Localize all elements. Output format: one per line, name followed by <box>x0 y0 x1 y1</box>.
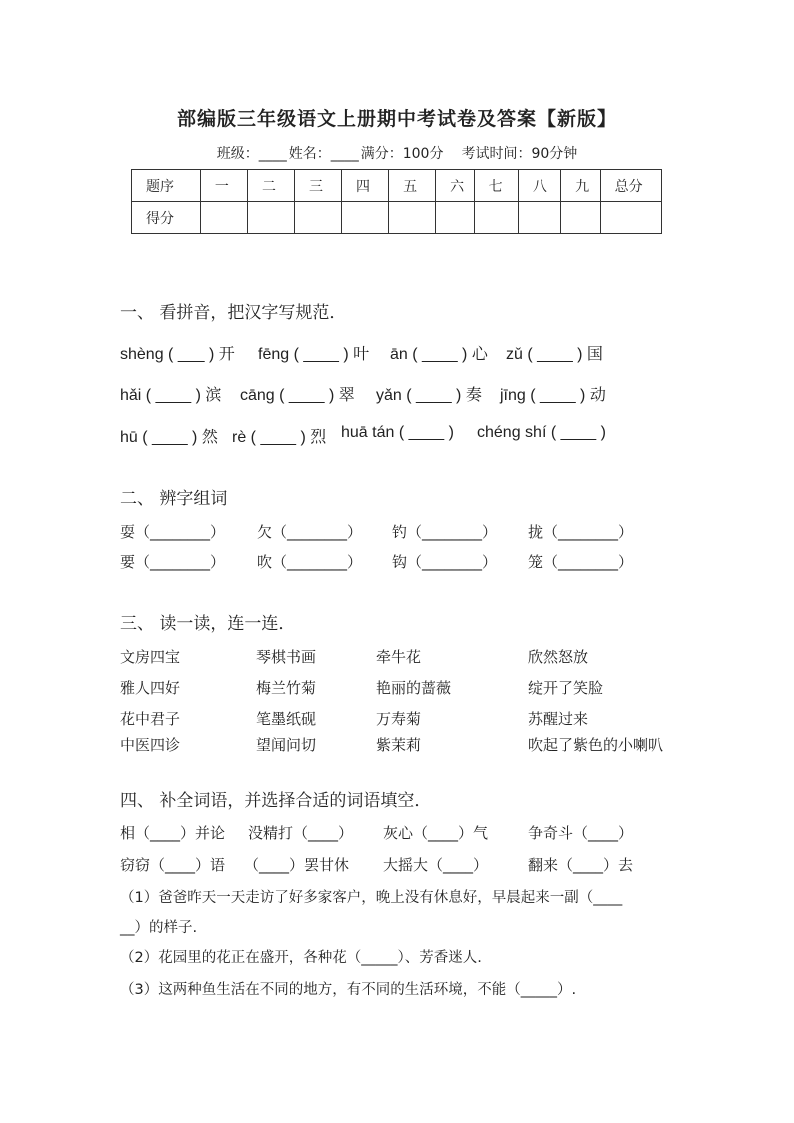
question-2: （2）花园里的花正在盛开，各种花（_____）、芳香迷人. <box>120 950 482 966</box>
question-3: （3）这两种鱼生活在不同的地方，有不同的生活环境，不能（_____）. <box>120 982 577 998</box>
pinyin-item: jīng ( ____ ) 动 <box>500 387 606 404</box>
idiom-item: （____）罢甘休 <box>244 856 350 874</box>
table-cell: 一 <box>200 170 247 202</box>
score-input-cell[interactable] <box>600 202 661 234</box>
word-item: 耍（________） <box>120 523 226 541</box>
idiom-item: 翻来（____）去 <box>528 856 634 874</box>
table-cell: 九 <box>561 170 600 202</box>
score-table <box>131 169 662 234</box>
table-cell: 二 <box>247 170 294 202</box>
word-item: 笼（________） <box>528 553 634 571</box>
pinyin-item: hū ( ____ ) 然 <box>120 429 218 446</box>
match-item: 梅兰竹菊 <box>256 679 317 697</box>
match-item: 文房四宝 <box>120 648 181 666</box>
match-item: 吹起了紫色的小喇叭 <box>528 736 664 754</box>
idiom-item: 大摇大（____） <box>383 856 489 874</box>
pinyin-item: fēng ( ____ ) 叶 <box>258 346 370 363</box>
pinyin-item: hǎi ( ____ ) 滨 <box>120 387 222 404</box>
match-item: 望闻问切 <box>256 736 317 754</box>
score-input-cell[interactable] <box>200 202 247 234</box>
match-item: 绽开了笑脸 <box>528 679 604 697</box>
match-item: 笔墨纸砚 <box>256 710 317 728</box>
idiom-item: 争奇斗（____） <box>528 824 634 842</box>
score-input-cell[interactable] <box>561 202 600 234</box>
idiom-item: 没精打（____） <box>248 824 354 842</box>
score-input-cell[interactable] <box>389 202 436 234</box>
idiom-item: 窃窃（____）语 <box>120 856 226 874</box>
match-item: 花中君子 <box>120 710 181 728</box>
word-item: 欠（________） <box>257 523 363 541</box>
section4-heading: 四、 补全词语，并选择合适的词语填空． <box>120 791 432 811</box>
match-item: 琴棋书画 <box>256 648 317 666</box>
score-input-cell[interactable] <box>342 202 389 234</box>
pinyin-item: yǎn ( ____ ) 奏 <box>376 387 482 404</box>
word-item: 要（________） <box>120 553 226 571</box>
pinyin-item: cāng ( ____ ) 翠 <box>240 387 355 404</box>
table-cell: 得分 <box>132 202 201 234</box>
page-title: 部编版三年级语文上册期中考试卷及答案【新版】 <box>176 108 617 130</box>
table-cell: 四 <box>342 170 389 202</box>
match-item: 紫茉莉 <box>376 736 422 754</box>
table-cell: 总分 <box>600 170 661 202</box>
match-item: 艳丽的蔷薇 <box>376 679 452 697</box>
section3-heading: 三、 读一读，连一连． <box>120 614 296 634</box>
word-item: 拢（________） <box>528 523 634 541</box>
table-cell: 题序 <box>132 170 201 202</box>
idiom-item: 相（____）并论 <box>120 824 226 842</box>
idiom-item: 灰心（____）气 <box>383 824 489 842</box>
table-cell: 六 <box>436 170 475 202</box>
pinyin-item: rè ( ____ ) 烈 <box>232 429 327 446</box>
match-item: 欣然怒放 <box>528 648 589 666</box>
table-cell: 五 <box>389 170 436 202</box>
section1-heading: 一、 看拼音，把汉字写规范． <box>120 303 347 323</box>
score-input-cell[interactable] <box>518 202 560 234</box>
exam-info <box>0 143 794 163</box>
score-table-score-row <box>132 202 662 234</box>
match-item: 中医四诊 <box>120 736 181 754</box>
pinyin-item: chéng shí ( ____ ) <box>477 424 606 441</box>
question-1-cont: __）的样子. <box>120 920 198 936</box>
table-cell: 七 <box>474 170 518 202</box>
score-input-cell[interactable] <box>295 202 342 234</box>
word-item: 钓（________） <box>392 523 498 541</box>
full-score: 满分：100分 <box>360 146 444 162</box>
pinyin-item: shèng ( ___ ) 开 <box>120 346 235 363</box>
exam-time: 考试时间：90分钟 <box>461 146 578 162</box>
word-item: 钩（________） <box>392 553 498 571</box>
table-cell: 八 <box>518 170 560 202</box>
class-field: 班级：____ <box>216 146 287 162</box>
match-item: 牵牛花 <box>376 648 422 666</box>
section2-heading: 二、 辨字组词 <box>120 489 228 509</box>
table-cell: 三 <box>295 170 342 202</box>
name-field: 姓名：____ <box>288 146 359 162</box>
score-input-cell[interactable] <box>247 202 294 234</box>
match-item: 雅人四好 <box>120 679 181 697</box>
match-item: 万寿菊 <box>376 710 422 728</box>
score-table-header-row <box>132 170 662 202</box>
score-input-cell[interactable] <box>474 202 518 234</box>
match-item: 苏醒过来 <box>528 710 589 728</box>
pinyin-item: ān ( ____ ) 心 <box>390 346 488 363</box>
pinyin-item: huā tán ( ____ ) <box>341 424 454 441</box>
score-input-cell[interactable] <box>436 202 475 234</box>
word-item: 吹（________） <box>257 553 363 571</box>
question-1: （1）爸爸昨天一天走访了好多家客户，晚上没有休息好，早晨起来一副（____ <box>120 890 623 906</box>
pinyin-item: zǔ ( ____ ) 国 <box>506 346 603 363</box>
